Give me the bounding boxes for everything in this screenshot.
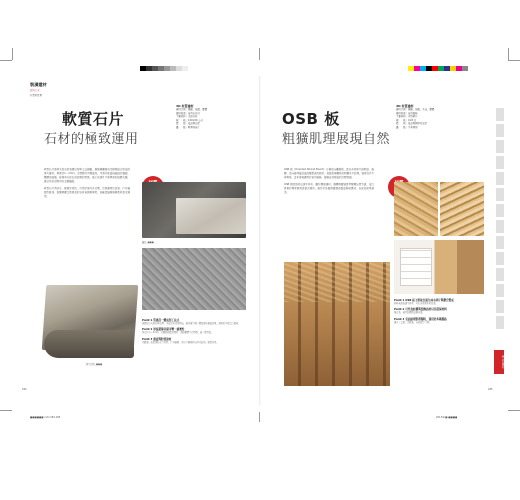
spec-line: 主要材料｜木質碎片 [396,115,418,119]
crop-mark [508,48,509,60]
logo-primary: 裝潢建材 [30,82,47,87]
left-body-text [44,168,130,199]
right-spec-box [396,104,478,130]
spec-line: 適用用途｜室內外皆可 [176,111,200,115]
logo-section: 石膏材質類 [30,94,42,97]
body-paragraph: OSB 板因取材自速生林木，屬於環保建材。選購時應留意甲醛釋出量等級，並注意板材厚度與用途是否相符。施作於地面時建議表面塗佈保護漆，以延長使用壽命。 [284,183,374,194]
spec-line: 規 格｜120×60 公分 [176,118,204,122]
crop-mark [508,60,520,61]
left-notes [142,318,246,344]
left-spec-box [176,104,252,130]
stone-texture-photo [142,248,246,310]
spec-heading: 3D 材質建材 [176,104,194,108]
crop-mark [259,412,260,422]
spec-line: 價 格｜依品牌而定 [176,122,200,126]
spec-line: 主要材料｜天然石材 [176,115,198,119]
logo-secondary: 百科大全 [30,89,40,92]
left-page-subtitle: 石材的極致運用 [44,132,139,147]
osb-sample-photo [440,182,484,236]
note-heading: Point 3 表面紋理肌理獨特，運用於多種風格 [394,317,447,321]
note-heading: Point 1 質感佳一體成形工法式 [142,319,180,322]
body-paragraph: OSB 板（Oriented Strand Board）又稱定向纖維板，是以木材碎片經乾燥、施膠、定向排列後高溫高壓製成的板材，表面呈現獨特的粗獷木片紋理，強度高且不易變形，近年常被運用於室內裝修，展現自然原始的空間氛圍。 [284,168,375,179]
spec-line: 適用空間｜牆面、地面、櫃體 [176,108,208,111]
spec-heading: 3D 材質建材 [396,104,414,108]
spec-line: 適用空間｜牆面、地面、天花、櫃體 [396,108,435,111]
left-page-title: 軟質石片 [62,110,125,128]
note-heading: Point 2 可作為結構與裝飾面材以及環保材料 [394,308,447,312]
body-paragraph: 軟質石片具防水、耐候等特性，可用於室內外空間，也常運用於浴室、戶外牆面等區域。挑選時應注意產品的石材來源與厚度，並確認黏著劑與底材是否適用。 [44,187,130,198]
stone-sheet-roll-photo [44,330,134,358]
file-slug: ■■■■■■ indd 184-185 [30,416,61,419]
note-heading: Point 2 厚度超薄具備可彎一確實性 [142,328,185,332]
spec-line: 優 點｜不易變形 [396,125,418,129]
osb-ceiling-photo [284,262,390,386]
body-paragraph: 軟質石片是將天然石材表層以特殊工法剝離，與玻璃纖維布及樹脂結合而成的薄片建材，厚度約1～2mm，重量輕且具彎曲性，可裁切並直接黏貼於牆面、櫃體或曲面，能保有天然石材紋理的質感，施工快速且不需繁複的結構支撐，適合作為空間中的主題牆面。 [44,168,130,183]
light-stone-photo [176,198,246,234]
note-text: 具耐溫、防裂與防水等特性，戶外牆面、浴室等潮濕區域皆可使用，維護容易。 [142,340,219,344]
spec-line: 規 格｜4×8 尺 [396,118,417,122]
note-text: 表面保有天然石材紋理，可依需求裁切拼接，施作後呈現一體成形的視覺效果，適用於多種設計風格。 [142,322,241,325]
page-number-right: 185 [488,388,493,391]
crop-mark [259,48,260,60]
crop-mark [0,410,12,411]
note-heading: Point 1 OSB 板主要取自速生林木碎片與膠合製成 [394,299,454,302]
crop-mark [508,410,520,411]
page-gutter [259,76,261,406]
crop-mark [12,48,13,60]
osb-board-photo [394,182,438,236]
note-heading: Point 3 溫度與防裂建材 [142,337,172,341]
spec-line: 價 格｜依品牌與厚度而定 [396,122,428,126]
note-text: 適合工業風、北歐風、自然風等空間。 [394,320,432,324]
shelf-detail [400,248,432,286]
note-text: 厚度約 1～2mm，可彎曲貼覆於圓柱、弧形櫃體等造型面，施工彈性高。 [142,331,214,335]
spec-line: 適用用途｜室內裝修 [396,111,418,115]
book-logo [30,82,52,97]
spec-line: 優 點｜輕薄易施工 [176,125,200,129]
note-text: 強度高，兼具結構與裝飾功能。 [394,311,425,315]
crop-mark [0,60,12,61]
photo-caption: 圖片提供_■■■ [86,363,103,366]
page-number-left: 184 [22,388,27,391]
right-page-subtitle: 粗獷肌理展現自然 [282,132,391,147]
date-slug: 2013/2/■ ■■■■ [436,416,458,419]
active-tab-label: 3D 材質建材 [501,355,504,369]
ceiling-texture [284,262,390,302]
right-notes [394,298,484,324]
right-page-title: OSB 板 [282,110,340,128]
right-body-text [284,168,374,195]
active-chapter-tab [494,350,504,374]
note-text: 材料來源為速生林木，可有效利用木材資源。 [394,302,438,305]
photo-caption: 攝影_■■■ [142,241,154,244]
